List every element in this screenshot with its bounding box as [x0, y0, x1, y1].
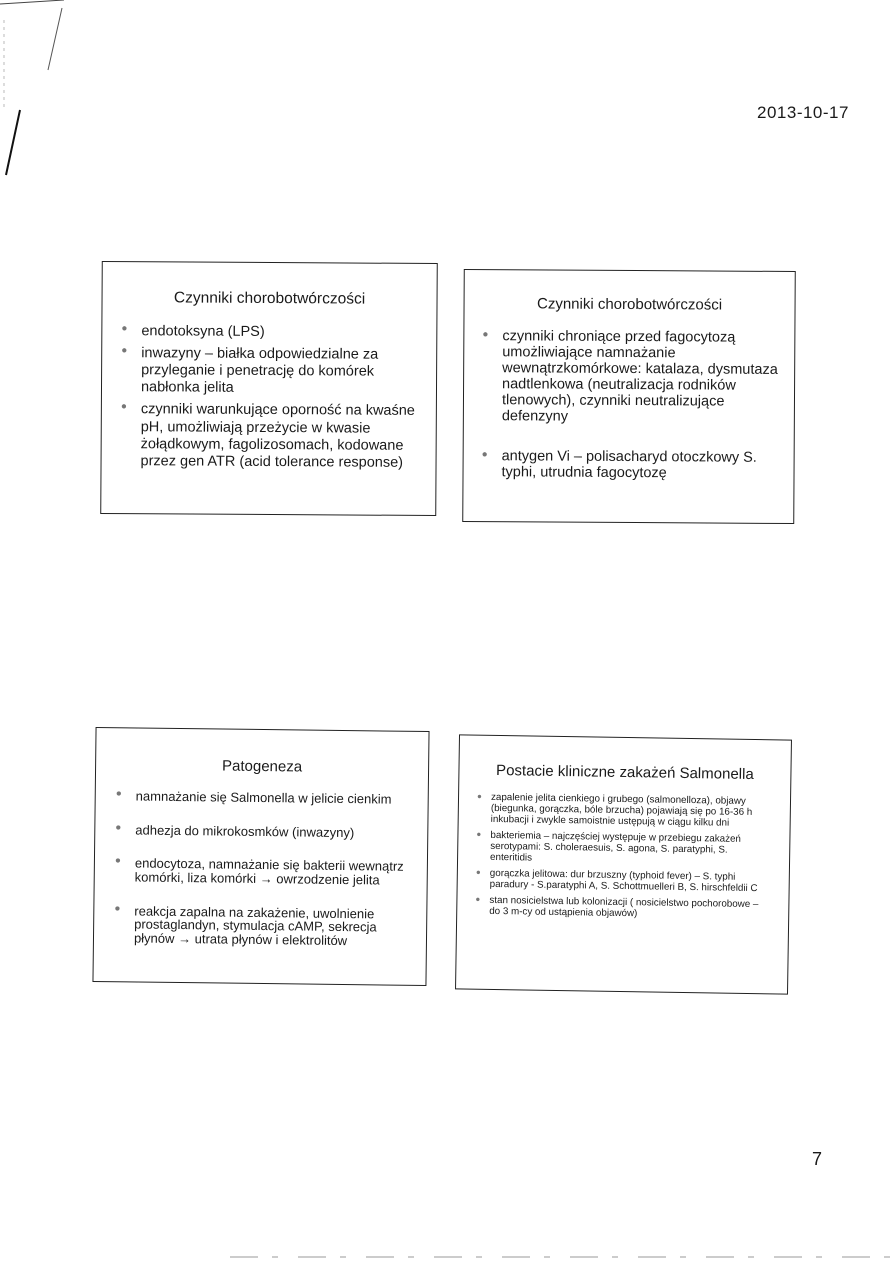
bullet-icon: ●	[115, 788, 122, 800]
bullet-list	[120, 323, 417, 472]
list-item: ● bakteriemia – najczęściej występuje w przebiegu zakażeń serotypami: S. choleraesuis, S. agona, S. paratyphi, S. enteritidis	[476, 829, 741, 864]
list-item: ● inwazyny – białka odpowiedzialne za przyleganie i penetrację do komórek nabłonka jelita	[121, 345, 379, 397]
slide-pathogenesis	[92, 727, 429, 986]
document-date: 2013-10-17	[757, 103, 849, 122]
slide-title: Czynniki chorobotwórczości	[536, 295, 723, 314]
scan-artifact-lines	[0, 0, 80, 190]
slide-title: Patogeneza	[221, 757, 303, 776]
bullet-icon: ●	[475, 894, 481, 904]
slide-virulence-factors-2	[462, 269, 796, 524]
bullet-list	[475, 793, 773, 922]
bullet-icon: ●	[121, 323, 128, 335]
list-item: ● gorączka jelitowa: dur brzuszny (typhoid fever) – S. typhi paradury - S.paratyphi A, S. Schottmuelleri B, S. hirschfeldii C	[475, 867, 758, 894]
list-item: ● czynniki chroniące przed fagocytozą umożliwiające namnażanie wewnątrzkomórkowe: katalaza, dysmutaza nadtlenkowa (neutralizacja rodników tlenowych), czynniki neutralizujące defenzyny	[482, 328, 778, 425]
list-item: ● stan nosicielstwa lub kolonizacji ( nosicielstwo pochorobowe – do 3 m-cy od ustąpienia objawów)	[475, 894, 759, 919]
bullet-icon: ●	[120, 401, 127, 413]
slide-virulence-factors-1	[100, 261, 438, 516]
bullet-icon: ●	[114, 855, 122, 867]
slide-clinical-forms	[455, 734, 792, 994]
slide-title: Postacie kliniczne zakażeń Salmonella	[495, 761, 754, 784]
list-item: ● reakcja zapalna na zakażenie, uwolnienie prostaglandyn, stymulacja cAMP, sekrecja płynów → utrata płynów i elektrolitów	[114, 902, 377, 948]
list-item: ● zapalenie jelita cienkiego i grubego (salmonelloza), objawy (biegunka, gorączka, bóle brzucha) pojawiają się po 16-36 h inkubacji i zwykle samoistnie ustępują w ciągu kilku dni	[476, 791, 753, 829]
bullet-icon: ●	[476, 829, 482, 839]
list-item: ● endocytoza, namnażanie się bakterii wewnątrz komórki, liza komórki → owrzodzenie jelita	[114, 855, 404, 888]
page-number: 7	[812, 1149, 823, 1169]
list-item: ● czynniki warunkujące oporność na kwaśne pH, umożliwiają przeżycie w kwasie żołądkowym, fagolizosomach, kodowane przez gen ATR (acid tolerance response)	[120, 401, 415, 471]
bullet-icon: ●	[475, 867, 481, 877]
bullet-icon: ●	[115, 821, 122, 833]
slide-title: Czynniki chorobotwórczości	[173, 289, 366, 308]
list-item: ● antygen Vi – polisacharyd otoczkowy S. typhi, utrudnia fagocytozę	[481, 447, 757, 481]
bullet-list	[114, 789, 408, 948]
bullet-icon: ●	[481, 448, 488, 460]
list-item: ● namnażanie się Salmonella w jelicie cienkim	[115, 788, 392, 807]
bullet-icon: ●	[482, 329, 489, 341]
bullet-icon: ●	[476, 791, 482, 801]
scan-artifact-footer	[230, 1256, 890, 1259]
list-item: ● adhezja do mikrokosmków (inwazyny)	[115, 821, 355, 840]
bullet-icon: ●	[114, 902, 121, 914]
list-item: ● endotoksyna (LPS)	[121, 323, 265, 340]
bullet-list	[481, 329, 782, 482]
bullet-icon: ●	[121, 345, 128, 357]
